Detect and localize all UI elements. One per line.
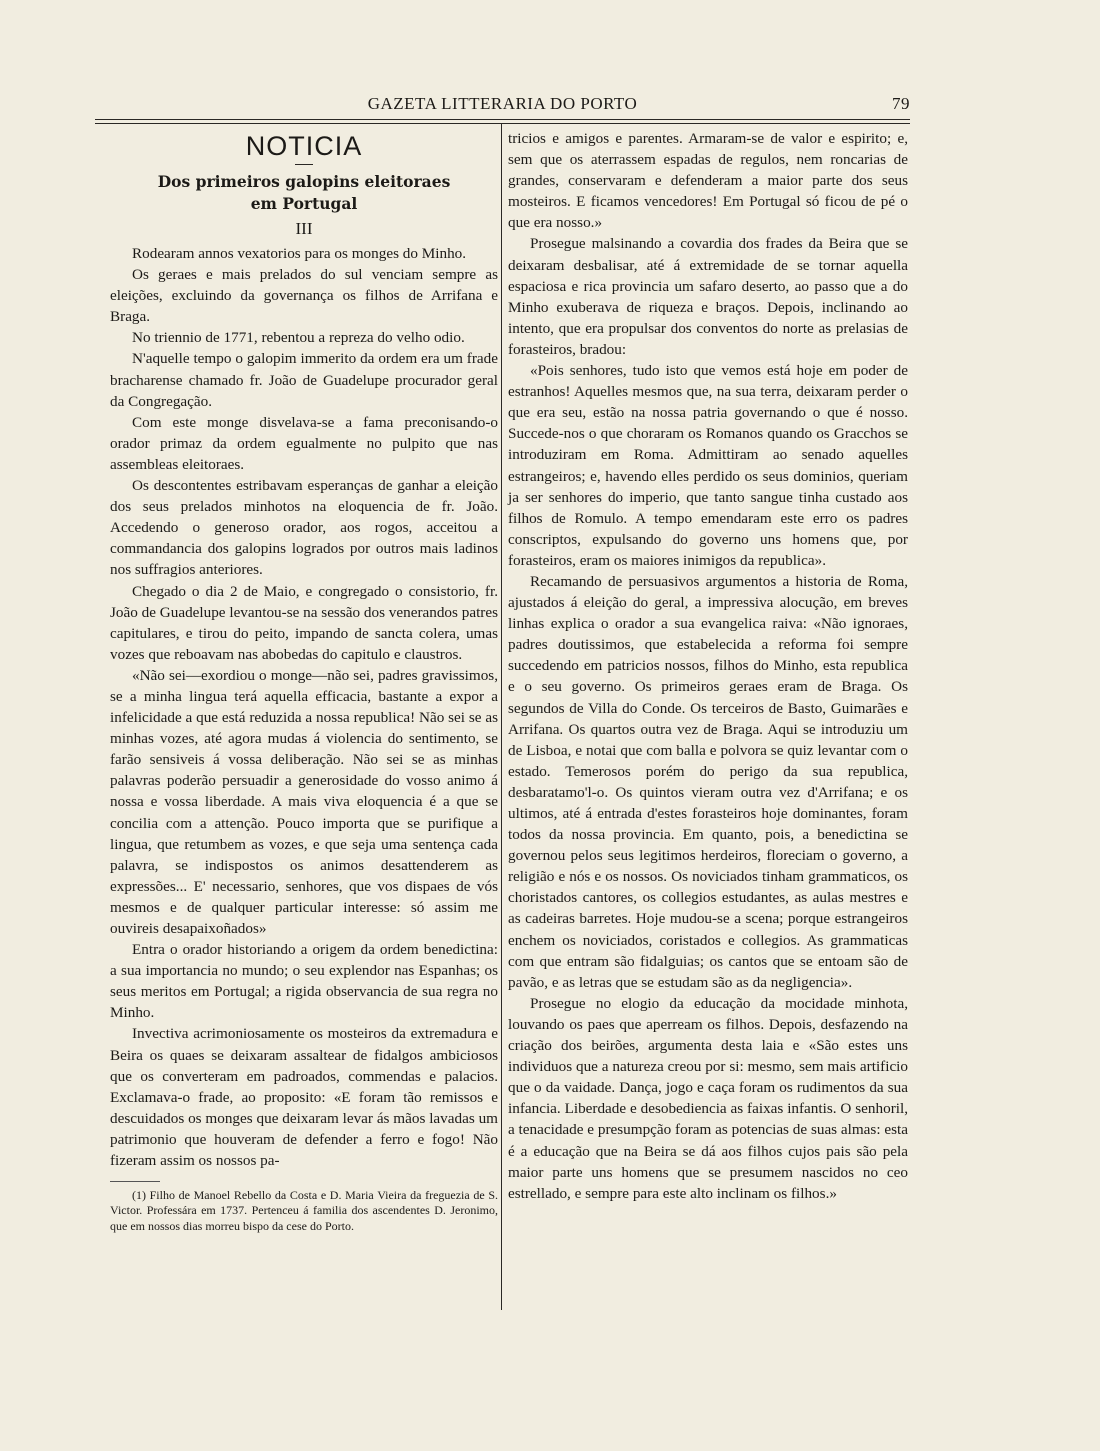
paragraph: Prosegue malsinando a covardia dos frades da Beira que se deixaram desbalisar, até á extremidade de se tornar aquella espaciosa e rica provincia um safaro deserto, ao passo que a do Minho exuberava de riqueza e braços. Depois, inclinando ao intento, que era propulsar dos conventos do norte as prelasias de forasteiros, bradou: [508, 235, 908, 358]
paragraph: Rodearam annos vexatorios para os monges do Minho. [132, 245, 467, 262]
paragraph: Recamando de persuasivos argumentos a historia de Roma, ajustados á eleição do geral, a impressiva alocução, em breves linhas explica o orador a sua evangelica raiva: «Não ignoraes, padres doutissimos, que estabelecida a reforma foi sempre succedendo em patricios nossos, filhos do Minho, esta republica e o seu governo. Os primeiros geraes eram de Braga. Os segundos de Villa do Conde. Os terceiros de Basto, Guimarães e Arrifana. Os quartos outra vez de Braga. Aqui se introduziu um de Lisboa, e notai que com balla e polvora se quiz levantar com o estado. Temerosos porém do perigo da sua republica, desbaratamo'l-o. Os quintos vieram outra vez d'Arrifana; e os ultimos, até á entrada d'estes forasteiros hoje dominantes, foram todos da nossa provincia. Em quanto, pois, a benedictina se governou pelos seus legitimos herdeiros, floreciam o governo, a religião e nós e os nossos. Os noviciados tinham grammaticos, os choristados cantores, os collegios estudantes, as aulas mestres e as cadeiras barretes. Hoje mudou-se a scena; porque estrangeiros enchem os noviciados, coristados e collegios. As grammaticas com que entram são fidalguias; os cantos que se entoam são de pavão, e as letras que se estudam são as da negligencia». [508, 572, 908, 991]
article-title-line-2: em Portugal [250, 194, 358, 213]
paragraph: Prosegue no elogio da educação da mocidade minhota, louvando os paes que aperream os filhos. Depois, desfazendo na criação dos beirões, argumenta desta laia e «São estes uns individuos que a natureza creou por si: mesmo, sem mais artificio que o da vaidade. Dança, jogo e caça foram os rudimentos da sua infancia. Liberdade e desobediencia as faixas infantis. O senhoril, a tenacidade e presumpção foram as potencias de suas almas: esta é a educação que na Beira se dá aos filhos cujos pais são pela maior parte uns homens que se presumem nascidos no ceo estrellado, e sempre para este alto inclinam os filhos.» [508, 994, 908, 1202]
paragraph: Entra o orador historiando a origem da ordem benedictina: a sua importancia no mundo; o seu explendor nas Espanhas; os seus meritos em Portugal; a rigida observancia de sua regra no Minho. [110, 941, 498, 1022]
section-title: NOTICIA [245, 131, 363, 161]
paragraph: No triennio de 1771, rebentou a repreza do velho odio. [132, 329, 465, 347]
right-column [508, 128, 908, 1204]
part-numeral: III [295, 219, 313, 238]
header-rule-top [95, 119, 910, 120]
paragraph: «Não sei—exordiou o monge—não sei, padres gravissimos, se a minha lingua terá aquella efficacia, bastante a expor a infelicidade a que está reduzida a nossa republica! Não sei se as minhas vozes, até agora mudas á violencia do sentimento, se farão sensiveis á vossa deliberação. Não sei se as minhas palavras poderão persuadir a generosidade do vosso animo á nossa e vossa liberdade. A mais viva eloquencia é a que se concilia com a attenção. Pouco importa que se purifique a lingua, que retumbem as vozes, e que seja uma sentença cada palavra, se indispostos os animos desattenderem as expressões... E' necessario, senhores, que vos dispaes de vós mesmos e de qualquer particular interesse: só assim me ouvireis desapaixoñados» [110, 666, 498, 937]
paragraph: N'aquelle tempo o galopim immerito da ordem era um frade bracharense chamado fr. João de Guadelupe procurador geral da Congregação. [110, 350, 498, 410]
paragraph-continued: tricios e amigos e parentes. Armaram-se de valor e espirito; e, sem que os aterrassem espadas de regulos, nem roncarias de grandes, conservaram e defenderam a maior parte dos seus mosteiros. E ficamos vencedores! Em Portugal só ficou de pé o que era nosso.» [508, 130, 908, 232]
paragraph: Os geraes e mais prelados do sul venciam sempre as eleições, excluindo da governança os filhos de Arrifana e Braga. [110, 266, 498, 326]
journal-title: GAZETA LITTERARIA DO PORTO [367, 94, 638, 113]
article-title-line-1: Dos primeiros galopins eleitoraes [157, 172, 451, 191]
paragraph: Chegado o dia 2 de Maio, e congregado o consistorio, fr. João de Guadelupe levantou-se na sessão dos venerandos patres capitulares, e tirou do peito, impando de sancta colera, umas vozes que reboavam nas abobedas do capitulo e claustros. [110, 582, 499, 663]
page-number: 79 [892, 94, 910, 113]
left-column [110, 124, 498, 1234]
column-divider [501, 124, 502, 1310]
running-head [95, 90, 910, 118]
footnote: (1) Filho de Manoel Rebello da Costa e D. Maria Vieira da freguezia de S. Victor. Professára em 1737. Pertenceu á familia dos ascendentes D. Jeronimo, que em nossos dias morreu bispo da cese do Porto. [110, 1188, 498, 1233]
paragraph: Os descontentes estribavam esperanças de ganhar a eleição dos seus prelados minhotos na eloquencia de fr. João. Accedendo o generoso orador, aos rogos, acceitou a commandancia dos galopins logrados por outros mais ladinos nos suffragios anteriores. [110, 477, 498, 579]
title-rule [295, 164, 313, 165]
paragraph: Com este monge disvelava-se a fama preconisando-o orador primaz da ordem egualmente no pulpito que nas assembleas eleitoraes. [110, 413, 498, 473]
paragraph: «Pois senhores, tudo isto que vemos está hoje em poder de estranhos! Aquelles mesmos que, na sua terra, deixaram perder o que era seu, estão na nossa patria governando o que é nosso. Succede-nos o que choraram os Romanos quando os Gracchos se introduziram em Roma. Admittiram ao senado aquelles estrangeiros; e, havendo elles perdido os seus dominios, queriam ja ser senhores do imperio, que tanto sangue tinha custado aos filhos de Romulo. A tempo emendaram este erro os padres conscriptos, expulsando do governo uns homens que, por forasteiros, eram os maiores inimigos da republica». [508, 362, 908, 569]
paragraph: Invectiva acrimoniosamente os mosteiros da extremadura e Beira os quaes se deixaram assaltear de fidalgos ambiciosos que os converteram em padroados, commendas e palacios. Exclamava-o frade, ao proposito: «E foram tão remissos e descuidados os monges que deixaram levar ás mãos lavadas um patrimonio que houveram de defender a ferro e fogo! Não fizeram assim os nossos pa- [110, 1025, 498, 1170]
footnote-rule [110, 1181, 160, 1182]
